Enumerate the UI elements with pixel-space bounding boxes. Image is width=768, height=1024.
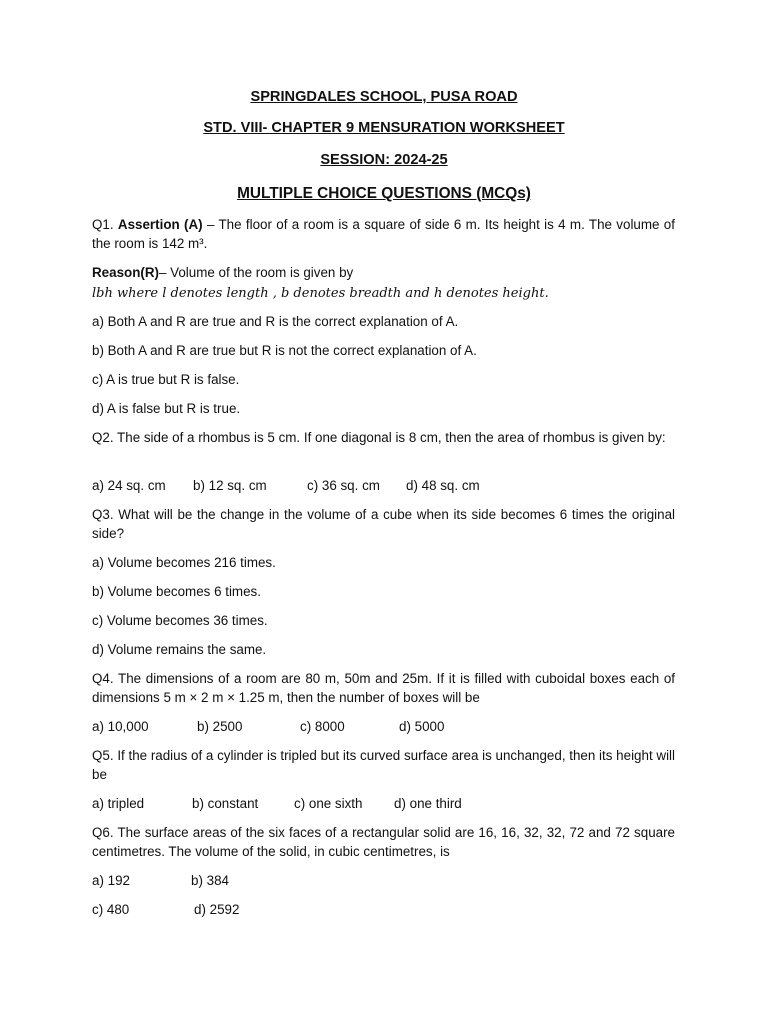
q2-option-b: b) 12 sq. cm [193, 478, 267, 493]
q5-options [92, 794, 675, 813]
assertion-text: – The floor of a room is a square of side 6 m. Its height is 4 m. The volume of the room is 142 m³. [92, 217, 675, 252]
reason-formula-text: lbh where l denotes length , b denotes breadth and h denotes height. [92, 286, 549, 301]
q1-option-d: d) A is false but R is true. [92, 401, 241, 416]
q2-option-d: d) 48 sq. cm [406, 478, 480, 493]
assertion-label: Assertion (A) [117, 217, 203, 232]
q4-options [92, 717, 675, 736]
q6-options-row-2 [92, 900, 675, 919]
question-2-text: Q2. The side of a rhombus is 5 cm. If one diagonal is 8 cm, then the area of rhombus is given by: [92, 430, 666, 445]
q4-option-d: d) 5000 [399, 719, 445, 734]
q6-option-d: d) 2592 [194, 902, 240, 917]
q5-option-a: a) tripled [92, 796, 145, 811]
q6-option-a: a) 192 [92, 873, 130, 888]
question-3-text: Q3. What will be the change in the volume of a cube when its side becomes 6 times the original side? [92, 507, 675, 542]
q4-option-b: b) 2500 [197, 719, 243, 734]
q2-option-a: a) 24 sq. cm [92, 478, 166, 493]
q1-option-a: a) Both A and R are true and R is the correct explanation of A. [92, 314, 459, 329]
question-4-text: Q4. The dimensions of a room are 80 m, 50m and 25m. If it is filled with cuboidal boxes each of dimensions 5 m × 2 m × 1.25 m, then the number of boxes will be [92, 671, 675, 706]
question-1-reason [92, 263, 675, 282]
q5-option-b: b) constant [192, 796, 259, 811]
q6-options-row-1 [92, 871, 675, 890]
reason-text: – Volume of the room is given by [158, 265, 354, 280]
reason-formula [92, 283, 675, 303]
question-1-assertion [92, 215, 675, 254]
worksheet-title: STD. VIII- CHAPTER 9 MENSURATION WORKSHEET [203, 120, 565, 136]
reason-label: Reason(R) [92, 265, 159, 280]
q3-option-b: b) Volume becomes 6 times. [92, 584, 261, 599]
session-label: SESSION: 2024-25 [320, 152, 448, 168]
q3-option-d: d) Volume remains the same. [92, 642, 267, 657]
q1-option-b: b) Both A and R are true but R is not the correct explanation of A. [92, 343, 477, 358]
q4-option-a: a) 10,000 [92, 719, 149, 734]
q2-option-c: c) 36 sq. cm [307, 478, 380, 493]
q3-option-a: a) Volume becomes 216 times. [92, 555, 276, 570]
question-1-number: Q1. [92, 217, 118, 232]
question-5-text: Q5. If the radius of a cylinder is tripled but its curved surface area is unchanged, then its height will be [92, 748, 675, 783]
question-6-text: Q6. The surface areas of the six faces of a rectangular solid are 16, 16, 32, 32, 72 and 72 square centimetres. The volume of the solid, in cubic centimetres, is [92, 825, 675, 860]
section-heading: MULTIPLE CHOICE QUESTIONS (MCQs) [237, 185, 531, 202]
q5-option-d: d) one third [394, 796, 462, 811]
q5-option-c: c) one sixth [294, 796, 363, 811]
q1-option-c: c) A is true but R is false. [92, 372, 240, 387]
q4-option-c: c) 8000 [300, 719, 345, 734]
q6-option-c: c) 480 [92, 902, 130, 917]
school-name: SPRINGDALES SCHOOL, PUSA ROAD [250, 89, 518, 105]
q6-option-b: b) 384 [191, 873, 229, 888]
q3-option-c: c) Volume becomes 36 times. [92, 613, 268, 628]
q2-options [92, 476, 675, 495]
